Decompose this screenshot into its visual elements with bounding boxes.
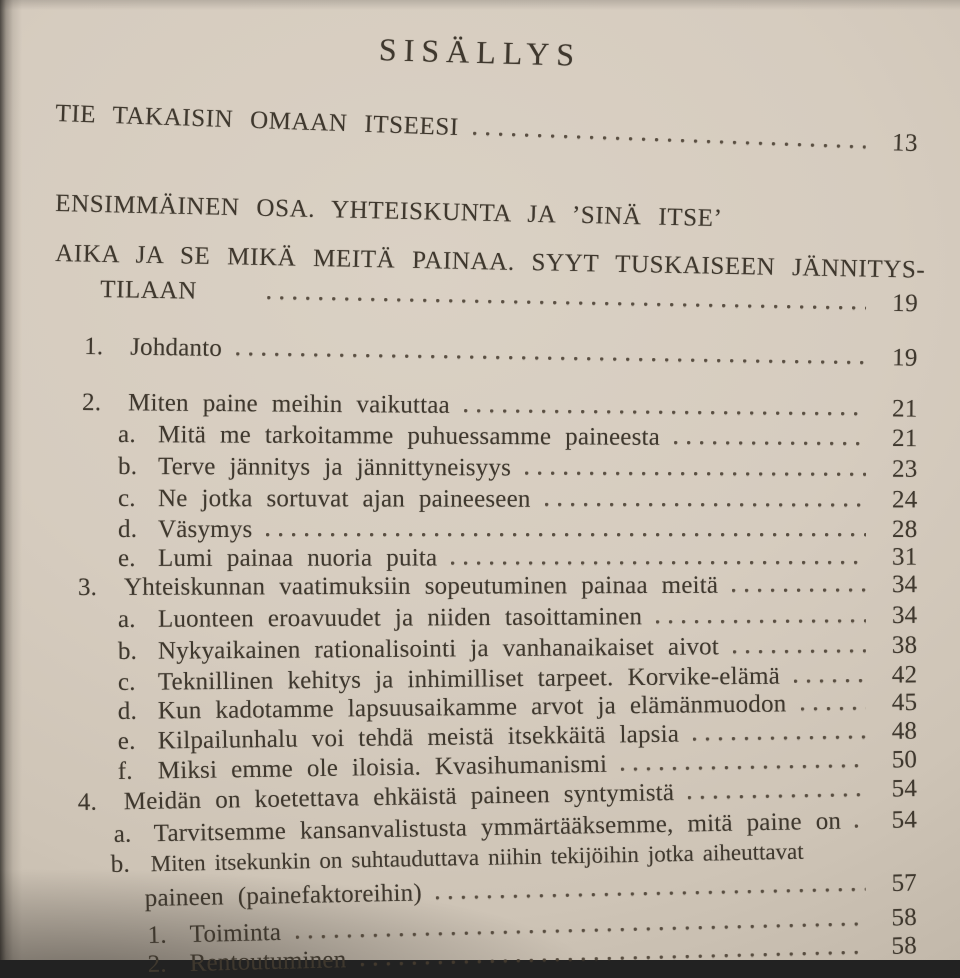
entry-label: e.	[117, 727, 136, 755]
entry-text: AIKA JA SE MIKÄ MEITÄ PAINAA. SYYT TUSKAISEEN JÄNNITYS-	[55, 240, 926, 284]
page-number: 21	[891, 425, 918, 453]
entry-text: Kilpailunhalu voi tehdä meistä itsekkäitä lapsia	[157, 720, 680, 755]
entry-label: a.	[117, 605, 136, 633]
entry-label: 3.	[77, 573, 98, 601]
page-title: SISÄLLYS	[378, 31, 582, 73]
dot-leader	[266, 533, 866, 537]
dot-leader	[621, 764, 866, 772]
entry-label: 1.	[84, 333, 104, 361]
page-number: 34	[891, 601, 918, 629]
page-number: 19	[891, 344, 918, 372]
page-number: 54	[891, 775, 918, 803]
toc-entry	[118, 516, 930, 543]
entry-text: Yhteiskunnan vaatimuksiin sopeutuminen painaa meitä	[123, 571, 719, 601]
page-number: 48	[891, 717, 918, 745]
entry-text: Miksi emme ole iloisia. Kvasihumanismi	[157, 750, 608, 785]
toc-entry	[118, 602, 930, 633]
page-number: 45	[891, 688, 918, 717]
entry-text: Lumi painaa nuoria puita	[157, 544, 438, 572]
page-number: 58	[891, 932, 918, 960]
toc-entry	[84, 333, 930, 372]
dot-leader	[267, 296, 866, 310]
page-number: 54	[891, 806, 918, 834]
entry-text: ENSIMMÄINEN OSA. YHTEISKUNTA JA ’SINÄ ITSE’	[55, 190, 723, 233]
entry-text: Terve jännitys ja jännittyneisyys	[157, 453, 512, 482]
dot-leader	[436, 888, 866, 901]
page-number: 34	[891, 571, 918, 599]
entry-label: d.	[118, 516, 138, 543]
dot-leader	[855, 824, 866, 828]
toc-entry	[82, 389, 930, 423]
dot-leader	[545, 503, 866, 508]
page-number: 42	[891, 661, 918, 689]
page-number: 21	[891, 395, 918, 423]
toc-entry	[78, 571, 930, 601]
page-number: 57	[891, 869, 918, 898]
entry-label: a.	[113, 820, 132, 848]
entry-text: Tarvitsemme kansanvalistusta ymmärtääksemme, mitä paine on	[153, 807, 842, 848]
toc-entry	[118, 632, 930, 665]
entry-text: Nykyaikainen rationalisointi ja vanhanaikaiset aivot	[157, 633, 720, 665]
dot-leader	[656, 619, 866, 624]
dot-leader	[794, 679, 866, 684]
toc-entry	[55, 100, 930, 158]
entry-label: a.	[118, 421, 136, 449]
dot-leader	[360, 950, 865, 966]
toc-entry	[118, 485, 930, 513]
entry-text: Toiminta	[189, 918, 282, 949]
entry-text: paineen (painefaktoreihin)	[144, 879, 423, 912]
entry-text: Teknillinen kehitys ja inhimilliset tarpeet. Korvike-elämä	[157, 662, 781, 696]
entry-label: e.	[117, 544, 136, 572]
page-number: 23	[891, 455, 918, 483]
toc-entry-continuation	[100, 276, 930, 317]
entry-text: TILAAN	[100, 276, 198, 305]
page-number: 28	[892, 516, 918, 543]
entry-label: 1.	[147, 921, 168, 949]
entry-label: 2.	[82, 389, 102, 417]
toc-entry	[118, 453, 930, 483]
page-number: 24	[891, 486, 918, 514]
dot-leader	[472, 132, 865, 150]
entry-text: Meidän on koetettava ehkäistä paineen syntymistä	[123, 779, 675, 816]
dot-leader	[674, 441, 866, 446]
page-number: 58	[891, 903, 918, 932]
dot-leader	[688, 793, 866, 800]
entry-text: Miten itsekunkin on suhtauduttava niihin tekijöihin jotka aiheuttavat	[150, 838, 804, 877]
page-number: 19	[891, 289, 919, 318]
entry-label: f.	[117, 757, 133, 785]
entry-text: TIE TAKAISIN OMAAN ITSEESI	[55, 100, 460, 142]
dot-leader	[693, 735, 866, 741]
dot-leader	[464, 409, 866, 416]
dot-leader	[525, 471, 866, 476]
entry-text: Mitä me tarkoitamme puhuessamme paineesta	[157, 421, 661, 451]
entry-label: 4.	[77, 788, 98, 816]
entry-text: Luonteen eroavuudet ja niiden tasoittaminen	[157, 603, 643, 633]
entry-text: Väsymys	[158, 516, 253, 543]
entry-text: Miten paine meihin vaikuttaa	[127, 389, 450, 419]
entry-label: b.	[110, 850, 131, 878]
page-number: 38	[891, 631, 918, 659]
entry-text: Kun kadotamme lapsuusaikamme arvot ja elämänmuodon	[157, 690, 787, 725]
page-number: 31	[891, 543, 918, 571]
toc-entry	[118, 544, 930, 572]
entry-label: c.	[118, 485, 136, 513]
entry-text: Rentoutuminen	[189, 946, 347, 977]
entry-label: b.	[118, 453, 138, 481]
entry-text: Ne jotka sortuvat ajan paineeseen	[157, 485, 531, 513]
toc-entry	[118, 421, 930, 452]
dot-leader	[800, 707, 865, 712]
entry-label: 2.	[147, 950, 168, 978]
entry-label: d.	[117, 697, 138, 725]
entry-text: Johdanto	[129, 333, 223, 362]
dot-leader	[733, 649, 866, 654]
dot-leader	[451, 561, 866, 566]
toc-entry	[55, 190, 930, 237]
page-number: 13	[891, 129, 919, 158]
page-number: 50	[891, 746, 918, 774]
entry-label: b.	[117, 637, 138, 665]
entry-label: c.	[117, 668, 136, 696]
dot-leader	[236, 352, 866, 365]
dot-leader	[732, 588, 866, 592]
